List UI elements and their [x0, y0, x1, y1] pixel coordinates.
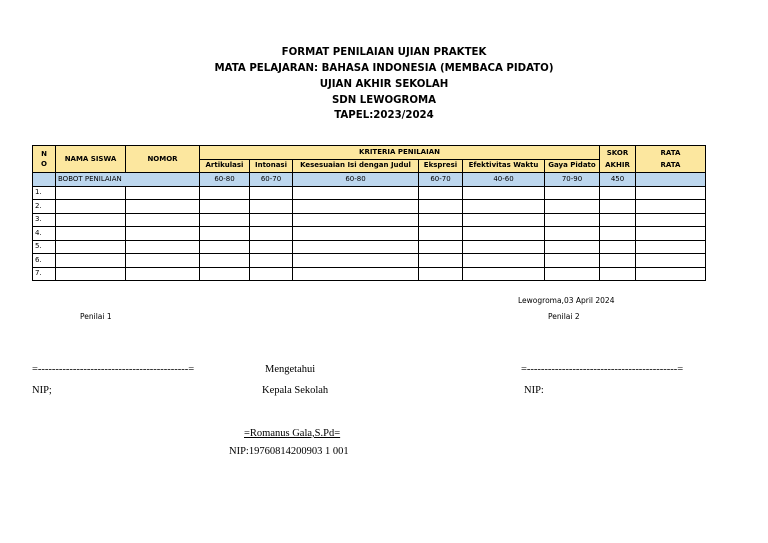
- input-cell[interactable]: [419, 240, 463, 254]
- input-cell[interactable]: [419, 213, 463, 227]
- title-line-1: FORMAT PENILAIAN UJIAN PRAKTEK: [281, 47, 487, 58]
- headmaster-name: =Romanus Gala,S.Pd=: [244, 428, 341, 439]
- header-kriteria: KRITERIA PENILAIAN: [200, 146, 600, 160]
- input-cell[interactable]: [56, 254, 126, 268]
- input-cell[interactable]: [126, 267, 200, 281]
- input-cell[interactable]: [126, 213, 200, 227]
- table-row: [33, 200, 706, 214]
- input-cell[interactable]: [200, 186, 250, 200]
- row-number: 4.: [33, 227, 56, 241]
- input-cell[interactable]: [463, 254, 545, 268]
- input-cell[interactable]: [250, 240, 293, 254]
- title-line-4: SDN LEWOGROMA: [331, 95, 437, 106]
- input-cell[interactable]: [126, 227, 200, 241]
- input-cell[interactable]: [56, 213, 126, 227]
- input-cell[interactable]: [545, 240, 600, 254]
- headmaster-nip: NIP:19760814200903 1 001: [229, 446, 349, 457]
- bobot-value: 60-80: [293, 173, 419, 187]
- input-cell[interactable]: [126, 186, 200, 200]
- input-cell[interactable]: [250, 200, 293, 214]
- nip-left: NIP;: [32, 385, 52, 396]
- bobot-value: 40-60: [463, 173, 545, 187]
- row-number: 1.: [33, 186, 56, 200]
- input-cell[interactable]: [200, 240, 250, 254]
- criteria-gaya-pidato: Gaya Pidato: [545, 159, 600, 173]
- input-cell[interactable]: [419, 254, 463, 268]
- mengetahui-label: Mengetahui: [265, 364, 316, 375]
- kepala-sekolah-label: Kepala Sekolah: [262, 385, 329, 396]
- input-cell[interactable]: [545, 267, 600, 281]
- input-cell[interactable]: [293, 186, 419, 200]
- input-cell[interactable]: [293, 267, 419, 281]
- input-cell[interactable]: [293, 213, 419, 227]
- input-cell[interactable]: [126, 240, 200, 254]
- input-cell[interactable]: [600, 240, 636, 254]
- table-row: [33, 267, 706, 281]
- input-cell[interactable]: [200, 213, 250, 227]
- input-cell[interactable]: [545, 200, 600, 214]
- input-cell[interactable]: [200, 200, 250, 214]
- input-cell[interactable]: [293, 200, 419, 214]
- bobot-value: 60-70: [250, 173, 293, 187]
- input-cell[interactable]: [200, 267, 250, 281]
- input-cell[interactable]: [600, 267, 636, 281]
- header-rata-rata: RATA RATA: [636, 146, 706, 173]
- input-cell[interactable]: [636, 227, 706, 241]
- criteria-kesesuaian: Kesesuaian Isi dengan Judul: [293, 159, 419, 173]
- input-cell[interactable]: [636, 186, 706, 200]
- input-cell[interactable]: [419, 227, 463, 241]
- input-cell[interactable]: [463, 200, 545, 214]
- bobot-value: 60-70: [419, 173, 463, 187]
- title-line-5: TAPEL:2023/2024: [334, 110, 434, 121]
- input-cell[interactable]: [126, 254, 200, 268]
- bobot-rata-cell: [636, 173, 706, 187]
- input-cell[interactable]: [545, 213, 600, 227]
- table-row: [33, 240, 706, 254]
- input-cell[interactable]: [250, 186, 293, 200]
- input-cell[interactable]: [463, 227, 545, 241]
- input-cell[interactable]: [636, 213, 706, 227]
- bobot-value: 60-80: [200, 173, 250, 187]
- input-cell[interactable]: [545, 254, 600, 268]
- criteria-artikulasi: Artikulasi: [200, 159, 250, 173]
- input-cell[interactable]: [56, 186, 126, 200]
- header-nama-siswa: NAMA SISWA: [56, 146, 126, 173]
- input-cell[interactable]: [293, 240, 419, 254]
- input-cell[interactable]: [293, 227, 419, 241]
- input-cell[interactable]: [250, 227, 293, 241]
- input-cell[interactable]: [636, 267, 706, 281]
- row-number: 5.: [33, 240, 56, 254]
- row-number: 7.: [33, 267, 56, 281]
- input-cell[interactable]: [463, 213, 545, 227]
- input-cell[interactable]: [56, 227, 126, 241]
- input-cell[interactable]: [419, 267, 463, 281]
- title-line-3: UJIAN AKHIR SEKOLAH: [319, 79, 449, 90]
- input-cell[interactable]: [419, 186, 463, 200]
- assessment-table: [32, 145, 706, 281]
- signature-line-right: =-------------------------------------------=: [521, 364, 684, 375]
- header-skor-akhir: SKOR AKHIR: [600, 146, 636, 173]
- input-cell[interactable]: [200, 254, 250, 268]
- input-cell[interactable]: [463, 240, 545, 254]
- input-cell[interactable]: [600, 254, 636, 268]
- criteria-efektivitas: Efektivitas Waktu: [463, 159, 545, 173]
- row-number: 2.: [33, 200, 56, 214]
- input-cell[interactable]: [250, 267, 293, 281]
- input-cell[interactable]: [293, 254, 419, 268]
- bobot-label: BOBOT PENILAIAN: [56, 173, 200, 187]
- bobot-row: [33, 173, 706, 187]
- input-cell[interactable]: [600, 227, 636, 241]
- header-nomor: NOMOR: [126, 146, 200, 173]
- input-cell[interactable]: [600, 213, 636, 227]
- input-cell[interactable]: [250, 213, 293, 227]
- input-cell[interactable]: [545, 227, 600, 241]
- input-cell[interactable]: [636, 240, 706, 254]
- input-cell[interactable]: [56, 267, 126, 281]
- input-cell[interactable]: [56, 200, 126, 214]
- table-row: [33, 213, 706, 227]
- bobot-value: 70-90: [545, 173, 600, 187]
- title-line-2: MATA PELAJARAN: BAHASA INDONESIA (MEMBACA PIDATO): [214, 63, 554, 74]
- table-row: [33, 186, 706, 200]
- input-cell[interactable]: [250, 254, 293, 268]
- input-cell[interactable]: [56, 240, 126, 254]
- penilai-1-label: Penilai 1: [80, 312, 112, 321]
- input-cell[interactable]: [463, 186, 545, 200]
- nip-right: NIP:: [524, 385, 544, 396]
- input-cell[interactable]: [600, 186, 636, 200]
- input-cell[interactable]: [600, 200, 636, 214]
- input-cell[interactable]: [463, 267, 545, 281]
- date-place: Lewogroma,03 April 2024: [518, 296, 615, 305]
- input-cell[interactable]: [636, 254, 706, 268]
- input-cell[interactable]: [200, 227, 250, 241]
- bobot-skor: 450: [600, 173, 636, 187]
- penilai-2-label: Penilai 2: [548, 312, 580, 321]
- signature-line-left: =-------------------------------------------=: [32, 364, 195, 375]
- row-number: 6.: [33, 254, 56, 268]
- bobot-no-cell: [33, 173, 56, 187]
- criteria-ekspresi: Ekspresi: [419, 159, 463, 173]
- header-no: N O: [33, 146, 56, 173]
- input-cell[interactable]: [545, 186, 600, 200]
- table-row: [33, 227, 706, 241]
- criteria-intonasi: Intonasi: [250, 159, 293, 173]
- input-cell[interactable]: [419, 200, 463, 214]
- input-cell[interactable]: [126, 200, 200, 214]
- table-row: [33, 254, 706, 268]
- row-number: 3.: [33, 213, 56, 227]
- input-cell[interactable]: [636, 200, 706, 214]
